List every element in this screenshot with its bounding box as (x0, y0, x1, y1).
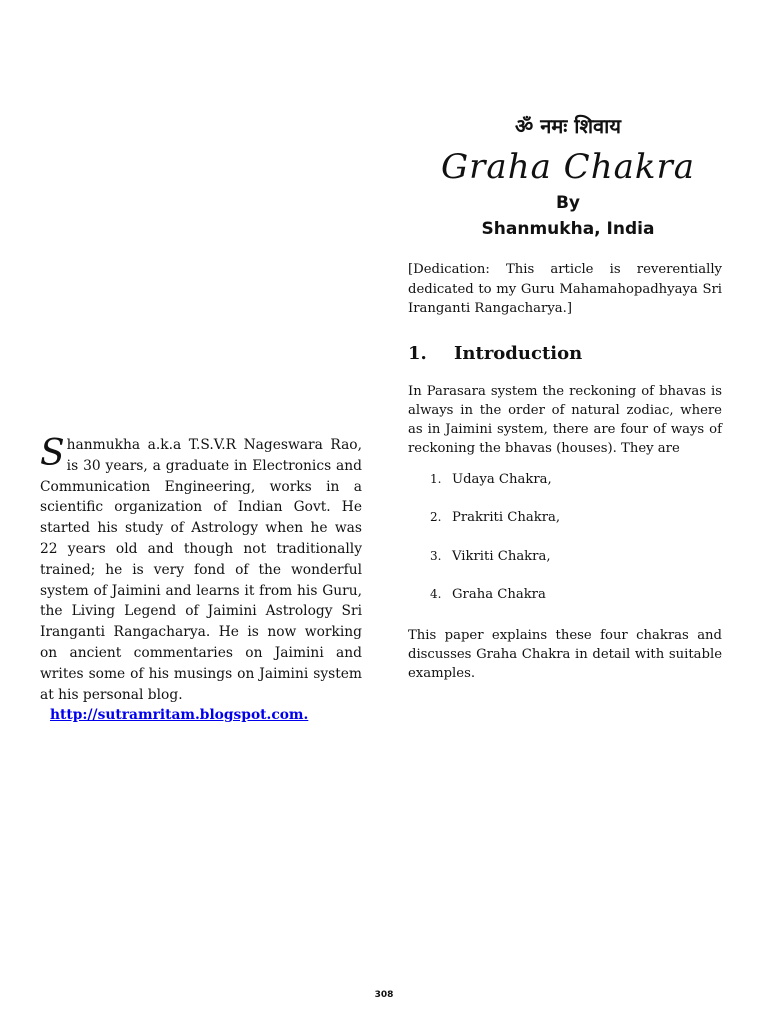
author-bio (40, 435, 362, 726)
byline-prefix: By (555, 193, 581, 213)
article-column (408, 112, 722, 683)
article-title: Graha Chakra (441, 147, 695, 187)
drop-cap: S (40, 433, 65, 474)
section-title: Introduction (454, 342, 583, 364)
list-item-number: 2. (430, 510, 442, 524)
list-item-label: Prakriti Chakra, (452, 510, 561, 525)
page-number: 308 (374, 990, 394, 1000)
bio-text: hanmukha a.k.a T.S.V.R Nageswara Rao, is 30 years, a graduate in Electronics and Communication Engineering, works in a scientific organization of Indian Govt. He started his study of Astrology when he was 22 years old and though not traditionally trained; he is very fond of the wonderful system of Jaimini and learns it from his Guru, the Living Legend of Jaimini Astrology Sri Iranganti Rangacharya. He is now working on ancient commentaries on Jaimini and writes some of his musings on Jaimini system at his personal blog. (40, 437, 362, 703)
list-item-number: 4. (430, 587, 442, 601)
list-item-label: Graha Chakra (452, 587, 546, 602)
list-item (408, 549, 722, 588)
dedication-text: [Dedication: This article is reverentially dedicated to my Guru Mahamahopadhyaya Sri Iranganti Rangacharya.] (408, 262, 722, 316)
list-item (408, 472, 722, 511)
intro-paragraph: In Parasara system the reckoning of bhavas is always in the order of natural zodiac, where as in Jaimini system, there are four of ways of reckoning the bhavas (houses). They are (408, 383, 722, 456)
blog-link[interactable]: http://sutramritam.blogspot.com. (50, 707, 309, 724)
list-item-label: Udaya Chakra, (452, 471, 552, 487)
chakra-list (408, 472, 722, 626)
list-item (408, 510, 722, 549)
list-item-label: Vikriti Chakra, (452, 548, 551, 564)
closing-paragraph: This paper explains these four chakras and discusses Graha Chakra in detail with suitable examples. (408, 627, 722, 681)
list-item-number: 1. (430, 471, 442, 486)
section-number: 1. (408, 342, 427, 364)
author-name: Shanmukha, India (481, 219, 655, 239)
list-item-number: 3. (430, 548, 442, 563)
invocation: ॐ नमः शिवाय (515, 114, 621, 138)
list-item (408, 587, 722, 626)
section-heading (408, 343, 722, 364)
